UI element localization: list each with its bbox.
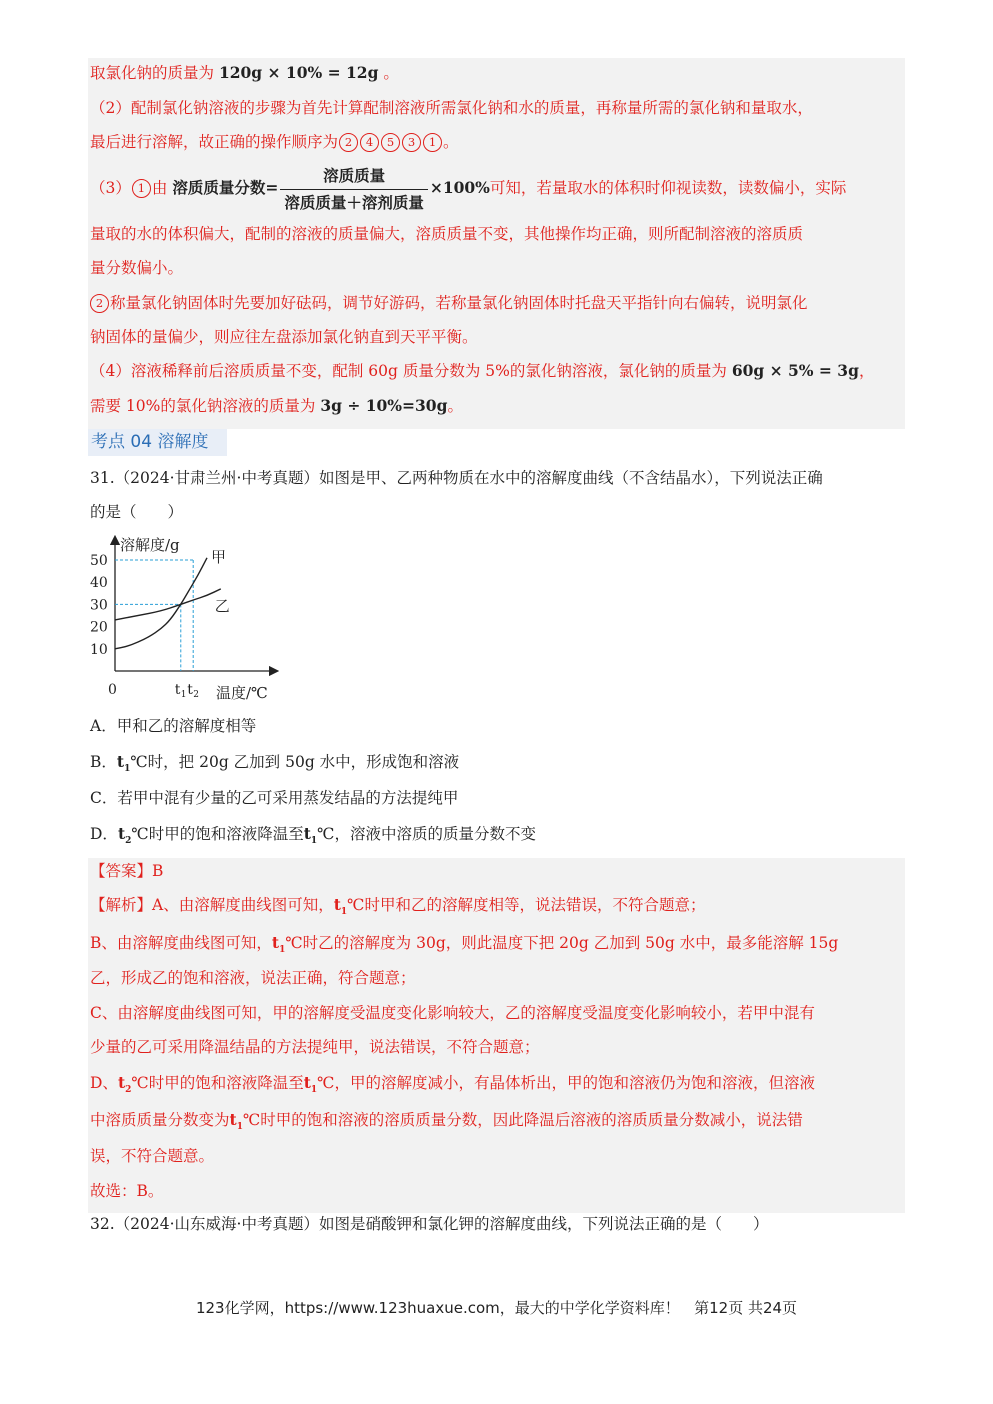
circled-number: 2 xyxy=(90,294,109,313)
series-label: 乙 xyxy=(214,596,230,615)
circled-step-1: 1 xyxy=(423,133,442,152)
q31-analysis-9: 故选：B。 xyxy=(90,1182,164,1200)
y-tick-label: 40 xyxy=(90,575,108,592)
q31-stem-line-1: 31.（2024·甘肃兰州·中考真题）如图是甲、乙两种物质在水中的溶解度曲线（不含结晶水），下列说法正确 xyxy=(90,469,823,487)
solution-line-10: 需要 10%的氯化钠溶液的质量为 3g ÷ 10%=30g。 xyxy=(90,396,463,415)
solution-line-8: 钠固体的量偏少，则应往左盘添加氯化钠直到天平平衡。 xyxy=(90,328,478,346)
q31-analysis-5: 少量的乙可采用降温结晶的方法提纯甲，说法错误，不符合题意； xyxy=(90,1038,540,1056)
q31-analysis-7: 中溶质质量分数变为$t_1℃$时甲的饱和溶液的溶质质量分数，因此降温后溶液的溶质质量分数减小，说法错 xyxy=(90,1110,803,1133)
q31-analysis-8: 误，不符合题意。 xyxy=(90,1147,215,1165)
x-axis-label: 温度/℃ xyxy=(216,684,268,702)
q31-option-d: D．$t_2℃$时甲的饱和溶液降温至$t_1℃$，溶液中溶质的质量分数不变 xyxy=(90,824,536,847)
origin-label: 0 xyxy=(108,682,117,698)
q31-option-c: C．若甲中混有少量的乙可采用蒸发结晶的方法提纯甲 xyxy=(90,789,459,807)
circled-step-2: 2 xyxy=(339,133,358,152)
y-tick-label: 50 xyxy=(90,553,108,569)
x-tick-label: t xyxy=(174,682,181,698)
footer-page-number: 第12页 共24页 xyxy=(694,1299,798,1317)
q31-stem-line-2: 的是（ ） xyxy=(90,503,184,521)
solution-line-5: 量取的水的体积偏大，配制的溶液的质量偏大，溶质质量不变，其他操作均正确，则所配制溶液的溶质质 xyxy=(90,225,804,243)
circled-step-5: 5 xyxy=(381,133,400,152)
q31-answer: 【答案】B xyxy=(90,862,164,880)
footer-site: 123化学网，https://www.123huaxue.com，最大的中学化学资料库！ xyxy=(195,1299,680,1317)
q31-option-a: A．甲和乙的溶解度相等 xyxy=(90,717,257,735)
formula-120g: 120g × 10% = 12g xyxy=(218,63,379,82)
circled-number: 1 xyxy=(132,179,151,198)
q31-analysis-6: D、$t_2℃$时甲的饱和溶液降温至$t_1℃$，甲的溶解度减小，有晶体析出，甲的饱和溶液仍为饱和溶液，但溶液 xyxy=(90,1073,815,1096)
q31-analysis-2: B、由溶解度曲线图可知，$t_1℃$时乙的溶解度为 30g，则此温度下把 20g 乙加到 50g 水中，最多能溶解 15g xyxy=(90,933,839,956)
operation-order xyxy=(338,133,443,151)
q31-option-b: B．$t_1℃$时，把 20g 乙加到 50g 水中，形成饱和溶液 xyxy=(90,752,460,775)
x-tick-label: t xyxy=(187,682,193,698)
series-label: 甲 xyxy=(211,547,227,566)
mass-fraction-formula: $\frac{\text{溶质质量}}{\text{溶质质量＋溶剂质量}}$ xyxy=(280,166,428,213)
solution-line-3: 最后进行溶解，故正确的操作顺序为 2 4 5 3 1 。 xyxy=(90,133,459,151)
x-tick-subscript: 1 xyxy=(180,690,187,700)
solution-line-2: （2）配制氯化钠溶液的步骤为首先计算配制溶液所需氯化钠和水的质量，再称量所需的氯化钠和量取水， xyxy=(90,99,813,117)
solution-line-7: 2 称量氯化钠固体时先要加好砝码，调节好游码，若称量氯化钠固体时托盘天平指针向右偏转，说明氯化 xyxy=(90,292,808,314)
y-axis-label: 溶解度/g xyxy=(120,536,180,554)
q31-analysis-1: 【解析】A、由溶解度曲线图可知，$t_1℃$时甲和乙的溶解度相等，说法错误，不符合题意； xyxy=(90,895,706,918)
solution-line-1: 取氯化钠的质量为 120g × 10% = 12g 。 xyxy=(90,63,399,82)
q31-analysis-4: C、由溶解度曲线图可知，甲的溶解度受温度变化影响较大，乙的溶解度受温度变化影响较小，若甲中混有 xyxy=(90,1004,815,1022)
x-tick-subscript: 2 xyxy=(193,690,199,700)
section-title: 考点 04 溶解度 xyxy=(88,429,227,456)
q32-stem: 32.（2024·山东威海·中考真题）如图是硝酸钾和氯化钾的溶解度曲线，下列说法正确的是（ ） xyxy=(90,1215,769,1233)
q31-analysis-3: 乙，形成乙的饱和溶液，说法正确，符合题意； xyxy=(90,969,416,987)
solubility-chart xyxy=(84,532,304,707)
solution-line-6: 量分数偏小。 xyxy=(90,259,184,277)
y-tick-label: 10 xyxy=(90,641,108,658)
solution-line-4: （3） 1 由 溶质质量分数= $\frac{\text{溶质质量}}{\text{溶质质量＋溶剂质量}}$ ×100%可知，若量取水的体积时仰视读数，读数偏小，实际 xyxy=(90,165,847,212)
y-tick-label: 20 xyxy=(90,619,108,636)
circled-step-4: 4 xyxy=(360,133,379,152)
circled-step-3: 3 xyxy=(402,133,421,152)
y-tick-label: 30 xyxy=(90,597,108,614)
page-footer xyxy=(0,1297,993,1318)
solution-line-9: （4）溶液稀释前后溶质质量不变，配制 60g 质量分数为 5%的氯化钠溶液，氯化钠的质量为 60g × 5% = 3g， xyxy=(90,361,875,380)
